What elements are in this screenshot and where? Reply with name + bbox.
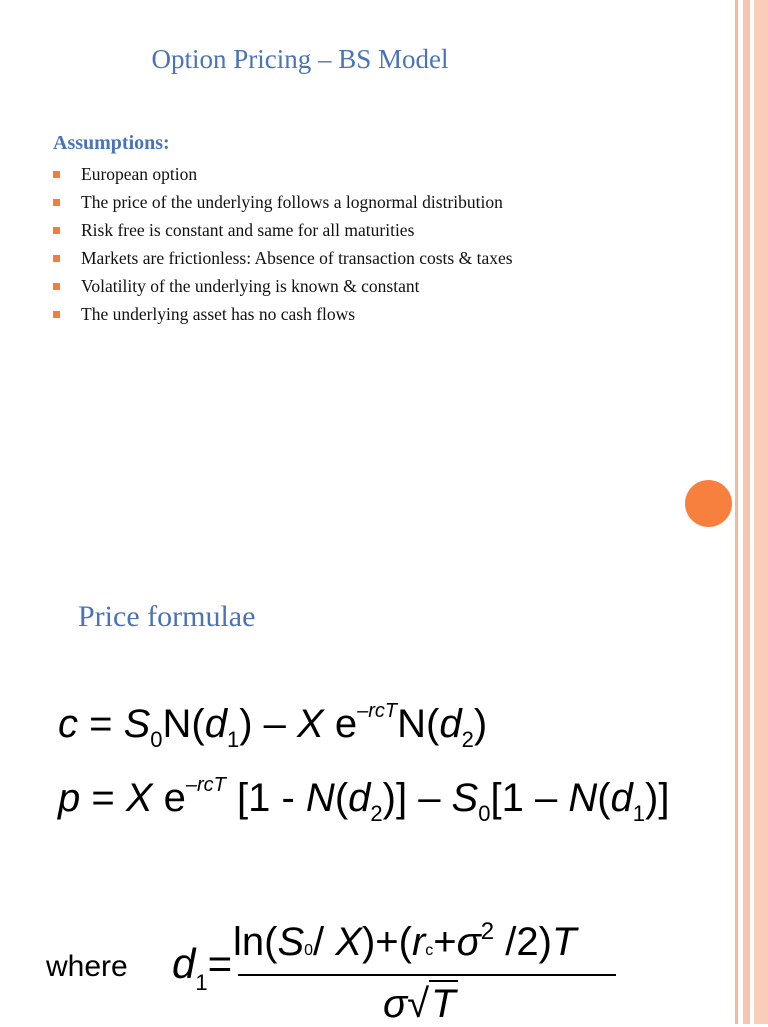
square-bullet-icon	[53, 283, 60, 290]
assumptions-list	[53, 163, 593, 331]
d1-symbol: $d_1=$	[172, 940, 233, 995]
border-stripe	[754, 0, 768, 1024]
border-stripe	[743, 0, 750, 1024]
list-item-text: European option	[81, 164, 198, 184]
list-item-text: Markets are frictionless: Absence of transaction costs & taxes	[81, 248, 513, 268]
list-item	[53, 219, 593, 242]
slide-title-price-formulae: Price formulae	[78, 600, 256, 633]
fraction-bar	[238, 974, 616, 976]
assumptions-heading: Assumptions:	[53, 132, 170, 154]
list-item-text: The underlying asset has no cash flows	[81, 304, 356, 324]
list-item	[53, 275, 593, 298]
list-item-text: Volatility of the underlying is known & constant	[81, 276, 420, 296]
d1-numerator: ln(S0/ $X)+(rc+\sigma^2$ /2)T	[233, 918, 577, 964]
list-item-text: The price of the underlying follows a lognormal distribution	[81, 192, 503, 212]
d1-denominator: σ√T	[383, 982, 456, 1026]
list-item	[53, 163, 593, 186]
slide-title: Option Pricing – BS Model	[151, 44, 449, 74]
square-bullet-icon	[53, 199, 60, 206]
call-price-formula: $c = S_0N(d_1) - X$ $e^{-rcT}N(d_2)$	[58, 700, 488, 752]
list-item-text: Risk free is constant and same for all maturities	[81, 220, 415, 240]
list-item	[53, 247, 593, 270]
list-item	[53, 303, 593, 326]
put-price-formula: p = X $e^{-rcT}$ $[1 - N(d_2)] - S_0[1 - N(d_1)]$	[58, 774, 670, 826]
slide-divider-dot	[685, 480, 732, 527]
list-item	[53, 191, 593, 214]
where-label: where	[46, 950, 128, 983]
square-bullet-icon	[53, 171, 60, 178]
square-bullet-icon	[53, 311, 60, 318]
square-bullet-icon	[53, 255, 60, 262]
square-bullet-icon	[53, 227, 60, 234]
